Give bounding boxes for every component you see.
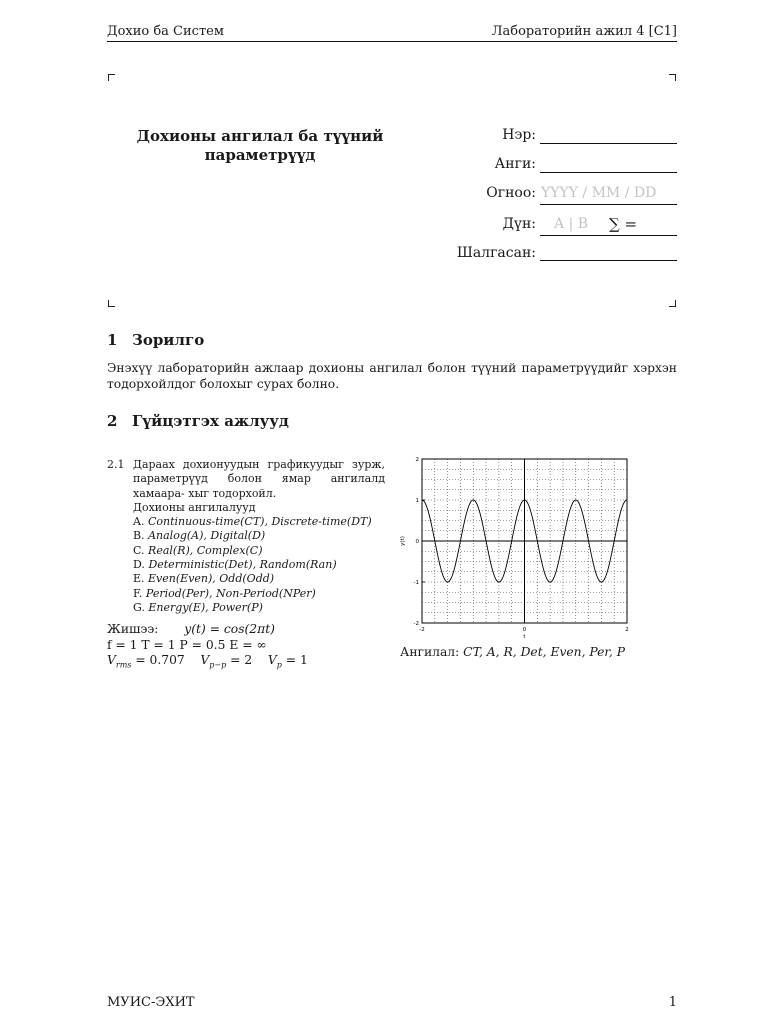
date-label: Огноо: — [486, 185, 536, 201]
answer-label: Ангилал: — [400, 645, 460, 659]
header-rule — [107, 41, 677, 42]
x-axis-label: t — [523, 634, 526, 640]
example-label: Жишээ: — [107, 622, 159, 636]
signal-plot — [396, 452, 636, 642]
example-params: f = 1 T = 1 P = 0.5 E = ∞ — [107, 637, 267, 652]
section-title: Гүйцэтгэх ажлууд — [132, 412, 289, 430]
class-item: D. Deterministic(Det), Random(Ran) — [133, 558, 337, 572]
score-label: Дүн: — [502, 216, 536, 232]
task-text: Дараах дохионуудын графикуудыг зурж, параметрүүд болон ямар ангилалд хамаара- хыг тодорхойл. — [133, 458, 385, 500]
classes-heading: Дохионы ангилалууд — [133, 500, 256, 514]
class-label: Анги: — [494, 156, 536, 172]
y-tick-label: -2 — [413, 621, 419, 627]
running-head-course: Дохио ба Систем — [107, 24, 224, 39]
y-axis-label: y(t) — [400, 536, 406, 546]
corner-mark-top-left — [108, 74, 115, 81]
class-item: G. Energy(E), Power(P) — [133, 600, 263, 614]
example-equation-line — [107, 622, 397, 638]
y-tick-label: 0 — [415, 539, 419, 545]
class-item: A. Continuous-time(CT), Discrete-time(DT) — [133, 515, 372, 529]
task-item — [107, 458, 385, 615]
name-field[interactable] — [540, 143, 677, 144]
example-equation: y(t) = cos(2πt) — [184, 622, 275, 636]
corner-mark-bottom-right — [669, 300, 676, 307]
corner-mark-bottom-left — [108, 300, 115, 307]
y-tick-label: -1 — [413, 580, 419, 586]
example-voltages: $V_{rms} = 0.707$ $V_{p-p} = 2$ $V_p = 1$ — [107, 653, 308, 670]
date-field[interactable] — [540, 204, 677, 205]
class-field[interactable] — [540, 172, 677, 173]
checked-field[interactable] — [540, 260, 677, 261]
section-number: 1 — [107, 331, 118, 349]
x-tick-label: 0 — [522, 627, 527, 633]
document-title: Дохионы ангилал ба түүний параметрүүд — [136, 127, 384, 164]
name-label: Нэр: — [502, 127, 536, 143]
section-title: Зорилго — [132, 331, 205, 349]
class-item: F. Period(Per), Non-Period(NPer) — [133, 586, 316, 600]
x-tick-label: -2 — [419, 627, 425, 633]
checked-label: Шалгасан: — [456, 245, 536, 261]
corner-mark-top-right — [669, 74, 676, 81]
footer-institution: МУИС-ЭХИТ — [107, 995, 195, 1010]
score-field[interactable] — [540, 235, 677, 236]
goal-paragraph: Энэхүү лабораторийн ажлаар дохионы ангилал болон түүний параметрүүдийг хэрхэн тодорхойлдог болохыг сурах болно. — [107, 361, 677, 391]
date-placeholder: YYYY / MM / DD — [541, 185, 657, 201]
task-number: 2.1 — [107, 458, 125, 471]
y-tick-label: 1 — [415, 498, 419, 504]
sum-symbol: ∑ = — [609, 215, 638, 233]
section-heading-goal — [107, 331, 204, 349]
page-number: 1 — [668, 995, 677, 1010]
class-item: E. Even(Even), Odd(Odd) — [133, 572, 275, 586]
y-tick-label: 2 — [415, 457, 419, 463]
classification-answer — [400, 645, 625, 659]
class-item: C. Real(R), Complex(C) — [133, 543, 263, 557]
example-block — [107, 622, 397, 673]
score-placeholder: A | B — [554, 216, 589, 232]
class-item: B. Analog(A), Digital(D) — [133, 529, 266, 543]
running-head-lab: Лабораторийн ажил 4 [C1] — [491, 24, 677, 39]
section-number: 2 — [107, 412, 118, 430]
section-heading-tasks — [107, 412, 289, 430]
x-tick-label: 2 — [625, 627, 629, 633]
answer-value: CT, A, R, Det, Even, Per, P — [463, 645, 626, 659]
